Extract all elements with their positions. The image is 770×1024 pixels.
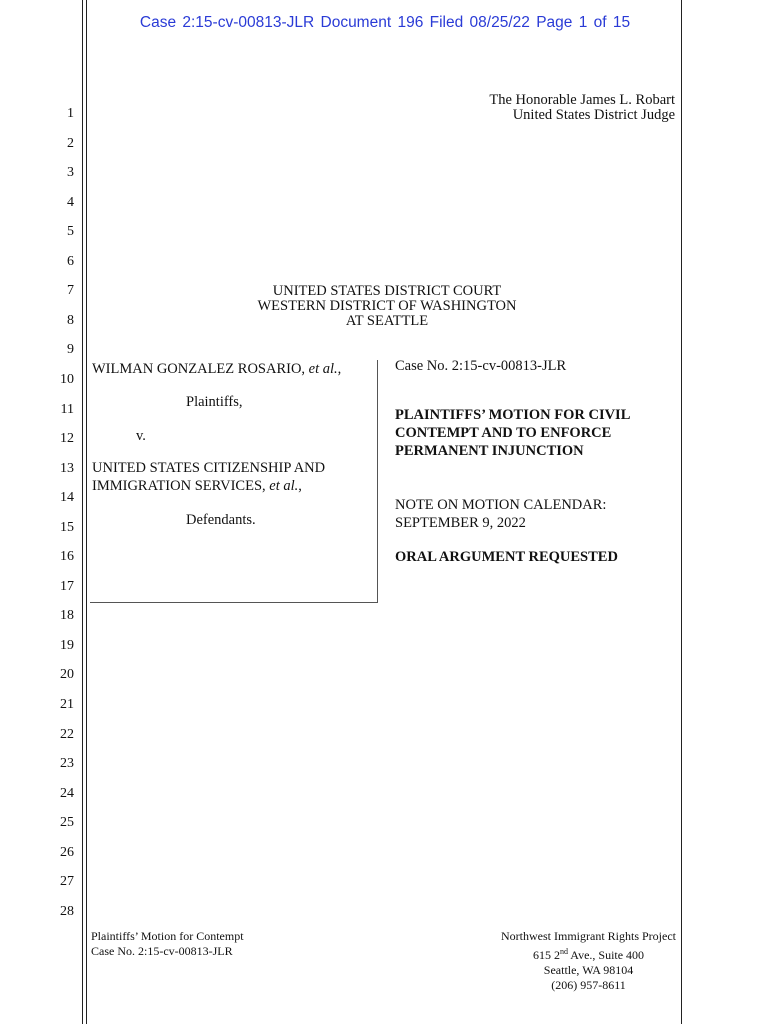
versus: v. — [136, 428, 146, 444]
plaintiff-name — [92, 361, 341, 378]
address-suffix: nd — [559, 947, 568, 956]
line-number: 11 — [60, 401, 74, 417]
footer-right — [501, 929, 676, 993]
defendants-label: Defendants. — [186, 512, 256, 528]
line-number: 27 — [60, 874, 74, 890]
line-number: 24 — [60, 785, 74, 801]
caption-vertical-rule — [377, 360, 378, 603]
line-number: 9 — [67, 342, 74, 358]
line-number: 26 — [60, 844, 74, 860]
line-number: 6 — [67, 253, 74, 269]
header-page: Page 1 of 15 — [536, 14, 631, 31]
line-number: 4 — [67, 194, 74, 210]
footer-left — [91, 929, 244, 959]
line-number: 7 — [67, 283, 74, 299]
plaintiffs-label: Plaintiffs, — [186, 394, 243, 410]
line-number: 8 — [67, 312, 74, 328]
judge-block — [489, 93, 675, 123]
header-filed: Filed 08/25/22 — [429, 14, 530, 31]
line-number: 20 — [60, 667, 74, 683]
line-number: 25 — [60, 815, 74, 831]
line-number: 14 — [60, 490, 74, 506]
line-number: 23 — [60, 756, 74, 772]
judge-title: United States District Judge — [512, 107, 675, 123]
footer-left-line-2: Case No. 2:15-cv-00813-JLR — [91, 944, 233, 958]
plaintiff-comma: , — [337, 361, 342, 377]
footer-right-line-1: Northwest Immigrant Rights Project — [501, 929, 676, 943]
footer-right-line-4: (206) 957-8611 — [551, 978, 626, 992]
line-number: 3 — [67, 165, 74, 181]
address-rest: Ave., Suite 400 — [567, 948, 645, 962]
header-document: Document 196 — [320, 14, 424, 31]
defendant-etal: et al. — [269, 478, 299, 494]
line-number: 15 — [60, 519, 74, 535]
left-margin-rule-inner — [86, 0, 87, 1024]
plaintiff-etal: et al. — [308, 361, 338, 377]
line-number: 19 — [60, 637, 74, 653]
defendant-comma: , — [298, 478, 302, 494]
judge-name: The Honorable James L. Robart — [489, 92, 675, 108]
note-line-1: NOTE ON MOTION CALENDAR: — [395, 497, 607, 513]
line-number: 1 — [67, 106, 74, 121]
case-number: Case No. 2:15-cv-00813-JLR — [395, 358, 567, 374]
motion-title-line-1: PLAINTIFFS’ MOTION FOR CIVIL — [395, 407, 631, 423]
header-case: Case 2:15-cv-00813-JLR — [139, 14, 315, 31]
footer-right-line-2 — [501, 944, 676, 963]
right-margin-rule — [681, 0, 682, 1024]
line-number: 18 — [60, 608, 74, 624]
note-line-2: SEPTEMBER 9, 2022 — [395, 515, 526, 531]
line-number: 17 — [60, 578, 74, 594]
motion-title — [395, 406, 630, 460]
note-on-motion — [395, 496, 606, 532]
defendant-line-1: UNITED STATES CITIZENSHIP AND — [92, 460, 326, 476]
defendant-line-2-text: IMMIGRATION SERVICES, — [92, 478, 266, 494]
footer-right-line-3: Seattle, WA 98104 — [543, 963, 634, 977]
line-number: 2 — [67, 135, 74, 151]
motion-title-line-2: CONTEMPT AND TO ENFORCE — [395, 425, 612, 441]
line-number: 16 — [60, 549, 74, 565]
motion-title-line-3: PERMANENT INJUNCTION — [395, 443, 584, 459]
defendant-line-2 — [92, 478, 302, 495]
line-number: 10 — [60, 371, 74, 387]
court-line-3: AT SEATTLE — [345, 313, 429, 329]
line-number: 5 — [67, 224, 74, 240]
left-margin-rule-outer — [82, 0, 83, 1024]
address-number: 615 2 — [532, 948, 560, 962]
oral-argument: ORAL ARGUMENT REQUESTED — [395, 549, 618, 565]
court-line-1: UNITED STATES DISTRICT COURT — [272, 283, 502, 299]
plaintiff-name-text: WILMAN GONZALEZ ROSARIO, — [92, 361, 306, 377]
ecf-header — [0, 14, 770, 32]
court-line-2: WESTERN DISTRICT OF WASHINGTON — [257, 298, 517, 314]
court-title — [0, 284, 770, 329]
line-number: 12 — [60, 431, 74, 447]
line-number: 22 — [60, 726, 74, 742]
line-number: 21 — [60, 697, 74, 712]
footer-left-line-1: Plaintiffs’ Motion for Contempt — [91, 929, 244, 943]
line-number: 28 — [60, 903, 74, 919]
caption-horizontal-rule — [90, 602, 378, 603]
line-number: 13 — [60, 460, 74, 476]
